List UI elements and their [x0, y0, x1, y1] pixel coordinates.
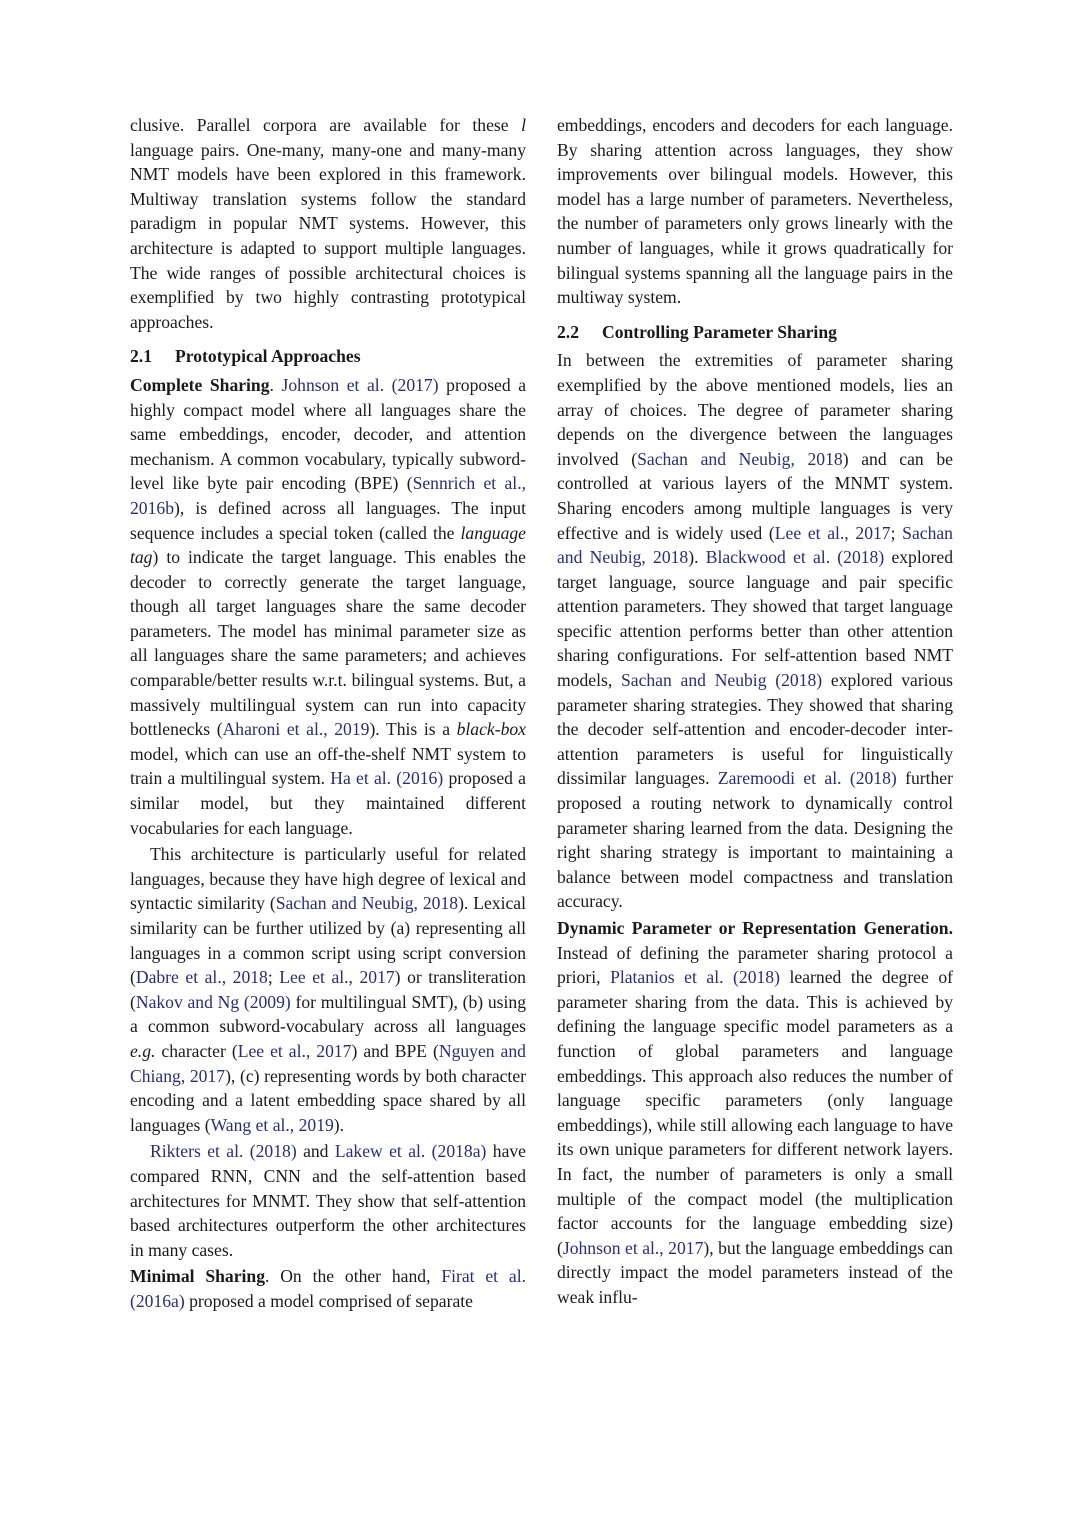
- citation-link[interactable]: Lee et al., 2017: [774, 522, 891, 543]
- citation-link[interactable]: Johnson et al., 2017: [562, 1237, 704, 1258]
- citation-link[interactable]: Johnson et al. (2017): [281, 374, 439, 395]
- citation-link[interactable]: Sachan and Neubig, 2018: [275, 893, 459, 914]
- citation-link[interactable]: Blackwood et al. (2018): [705, 547, 885, 568]
- citation-link[interactable]: Nakov and Ng (2009): [135, 991, 291, 1012]
- variable-l: l: [521, 115, 526, 135]
- minimal-sharing-heading: Minimal Sharing: [130, 1266, 265, 1287]
- dynamic-paragraph: Dynamic Parameter or Representation Generation. Instead of defining the parameter sharing protocol a priori, Platanios et al. (2018) learned the degree of parameter sharing from the data. This is achieved by defining the language specific model parameters as a function of global parameters and language embeddings. This approach also reduces the number of language specific parameters (only language embeddings), while still allowing each language to have its own unique parameters for different network layers. In fact, the number of parameters is only a small multiple of the compact model (the multiplication factor accounts for the language embedding size) (Johnson et al., 2017), but the language embeddings can directly impact the model parameters instead of the weak influ-: [557, 918, 954, 1307]
- citation-link[interactable]: Nguyen and Chiang, 2017: [130, 1040, 526, 1086]
- continuation-paragraph: embeddings, encoders and decoders for each language. By sharing attention across languages, they show improvements over bilingual models. However, this model has a large number of parameters. Nevertheless, the number of parameters only grows linearly with the number of languages, while it grows quadratically for bilingual systems spanning all the language pairs in the multiway system.: [557, 115, 953, 308]
- section-heading-2-2: 2.2 Controlling Parameter Sharing: [557, 321, 837, 342]
- left-column: [130, 113, 526, 1314]
- citation-link[interactable]: Lee et al., 2017: [279, 967, 395, 988]
- right-column: [557, 113, 953, 1310]
- section-heading-2-1: 2.1 Prototypical Approaches: [130, 346, 361, 367]
- citation-link[interactable]: Sachan and Neubig, 2018: [557, 522, 953, 568]
- citation-link[interactable]: Aharoni et al., 2019: [222, 719, 370, 740]
- complete-sharing-paragraph: Complete Sharing. Johnson et al. (2017) proposed a highly compact model where all languages share the same embeddings, encoder, decoder, and attention mechanism. A common vocabulary, typically subword-level like byte pair encoding (BPE) (Sennrich et al., 2016b), is defined across all languages. The input sequence includes a special token (called the language tag) to indicate the target language. This enables the decoder to correctly generate the target language, though all target languages share the same decoder parameters. The model has minimal parameter size as all languages share the same parameters; and achieves comparable/better results w.r.t. bilingual systems. But, a massively multilingual system can run into capacity bottlenecks (Aharoni et al., 2019). This is a black-box model, which can use an off-the-shelf NMT system to train a multilingual system. Ha et al. (2016) proposed a similar model, but they maintained different vocabularies for each language.: [130, 374, 527, 838]
- complete-sharing-heading: Complete Sharing: [130, 374, 270, 395]
- citation-link[interactable]: Wang et al., 2019: [210, 1114, 334, 1135]
- dynamic-heading: Dynamic Parameter or Representation Generation.: [557, 918, 953, 938]
- architecture-paragraph: This architecture is particularly useful for related languages, because they have high degree of lexical and syntactic similarity (Sachan and Neubig, 2018). Lexical similarity can be further utilized by (a) representing all languages in a common script using script conversion (Dabre et al., 2018; Lee et al., 2017) or transliteration (Nakov and Ng (2009) for multilingual SMT), (b) using a common subword-vocabulary across all languages e.g. character (Lee et al., 2017) and BPE (Nguyen and Chiang, 2017), (c) representing words by both character encoding and a latent embedding space shared by all languages (Wang et al., 2019).: [130, 844, 526, 1135]
- citation-link[interactable]: Sachan and Neubig (2018): [620, 670, 823, 691]
- citation-link[interactable]: Sachan and Neubig, 2018: [637, 448, 843, 469]
- citation-link[interactable]: Platanios et al. (2018): [610, 967, 780, 988]
- citation-link[interactable]: Ha et al. (2016): [330, 768, 444, 789]
- citation-link[interactable]: Dabre et al., 2018: [135, 967, 268, 988]
- minimal-sharing-paragraph: Minimal Sharing. On the other hand, Firat et al. (2016a) proposed a model comprised of separate: [130, 1266, 526, 1311]
- citation-link[interactable]: Lakew et al. (2018a): [334, 1141, 487, 1162]
- intro-paragraph: clusive. Parallel corpora are available for these l language pairs. One-many, many-one and many-many NMT models have been explored in this framework. Multiway translation systems follow the standard paradigm in popular NMT systems. However, this architecture is adapted to support multiple languages. The wide ranges of possible architectural choices is exemplified by two highly contrasting prototypical approaches.: [130, 115, 526, 332]
- citation-link[interactable]: Zaremoodi et al. (2018): [717, 768, 897, 789]
- rikters-paragraph: Rikters et al. (2018) and Lakew et al. (2018a) have compared RNN, CNN and the self-attention based architectures for MNMT. They show that self-attention based architectures outperform the other architectures in many cases.: [130, 1141, 526, 1260]
- controlling-paragraph: In between the extremities of parameter sharing exemplified by the above mentioned models, lies an array of choices. The degree of parameter sharing depends on the divergence between the languages involved (Sachan and Neubig, 2018) and can be controlled at various layers of the MNMT system. Sharing encoders among multiple languages is very effective and is widely used (Lee et al., 2017; Sachan and Neubig, 2018). Blackwood et al. (2018) explored target language, source language and pair specific attention parameters. They showed that target language specific attention performs better than other attention sharing configurations. For self-attention based NMT models, Sachan and Neubig (2018) explored various parameter sharing strategies. They showed that sharing the decoder self-attention and encoder-decoder inter-attention parameters is useful for linguistically dissimilar languages. Zaremoodi et al. (2018) further proposed a routing network to dynamically control parameter sharing learned from the data. Designing the right sharing strategy is important to maintaining a balance between model compactness and translation accuracy.: [557, 350, 954, 912]
- citation-link[interactable]: Rikters et al. (2018): [150, 1141, 297, 1162]
- citation-link[interactable]: Lee et al., 2017: [237, 1040, 352, 1061]
- citation-link[interactable]: Firat et al. (2016a): [130, 1266, 526, 1311]
- citation-link[interactable]: Sennrich et al., 2016b: [130, 473, 526, 518]
